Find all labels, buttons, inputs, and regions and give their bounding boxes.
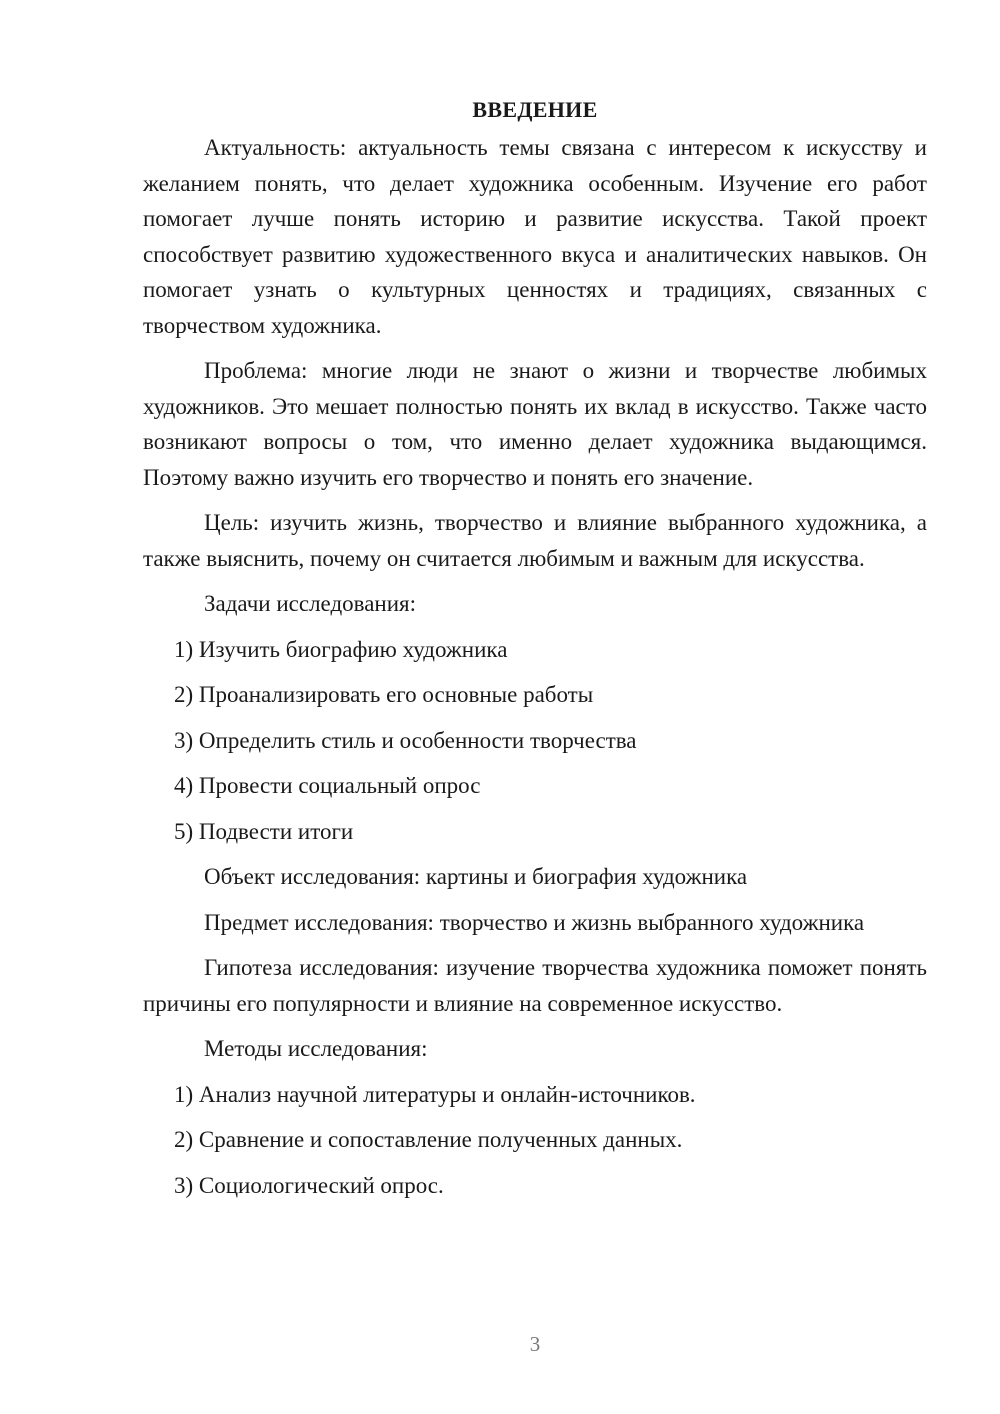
tasks-heading: Задачи исследования: <box>204 591 417 616</box>
list-item: 1) Изучить биографию художника <box>174 636 508 662</box>
list-item: 5) Подвести итоги <box>174 818 354 844</box>
goal-paragraph: Цель: изучить жизнь, творчество и влияние выбранного художника, а также выяснить, почему он считается любимым и важным для искусства. <box>143 510 927 571</box>
hypothesis-paragraph: Гипотеза исследования: изучение творчества художника поможет понять причины его популярности и влияние на современное искусство. <box>143 955 927 1016</box>
document-body <box>143 92 927 1213</box>
relevance-paragraph: Актуальность: актуальность темы связана с интересом к искусству и желанием понять, что делает художника особенным. Изучение его работ помогает лучше понять историю и развитие искусства. Такой проект способствует развитию художественного вкуса и аналитических навыков. Он помогает узнать о культурных ценностях и традициях, связанных с творчеством художника. <box>143 135 927 338</box>
list-item: 1) Анализ научной литературы и онлайн-источников. <box>174 1081 696 1107</box>
list-item: 2) Проанализировать его основные работы <box>174 682 594 707</box>
page-number: 3 <box>529 1332 541 1356</box>
tasks-list <box>143 632 927 850</box>
methods-heading: Методы исследования: <box>204 1036 428 1061</box>
list-item: 4) Провести социальный опрос <box>174 773 481 798</box>
list-item: 2) Сравнение и сопоставление полученных данных. <box>174 1127 683 1152</box>
object-line: Объект исследования: картины и биография художника <box>204 864 748 889</box>
subject-line: Предмет исследования: творчество и жизнь выбранного художника <box>204 909 865 935</box>
page-title: ВВЕДЕНИЕ <box>472 97 598 122</box>
list-item: 3) Социологический опрос. <box>174 1172 444 1198</box>
methods-list <box>143 1077 927 1204</box>
problem-paragraph: Проблема: многие люди не знают о жизни и творчестве любимых художников. Это мешает полностью понять их вклад в искусство. Также часто возникают вопросы о том, что именно делает художника выдающимся. Поэтому важно изучить его творчество и понять его значение. <box>143 358 927 490</box>
list-item: 3) Определить стиль и особенности творчества <box>174 727 637 753</box>
